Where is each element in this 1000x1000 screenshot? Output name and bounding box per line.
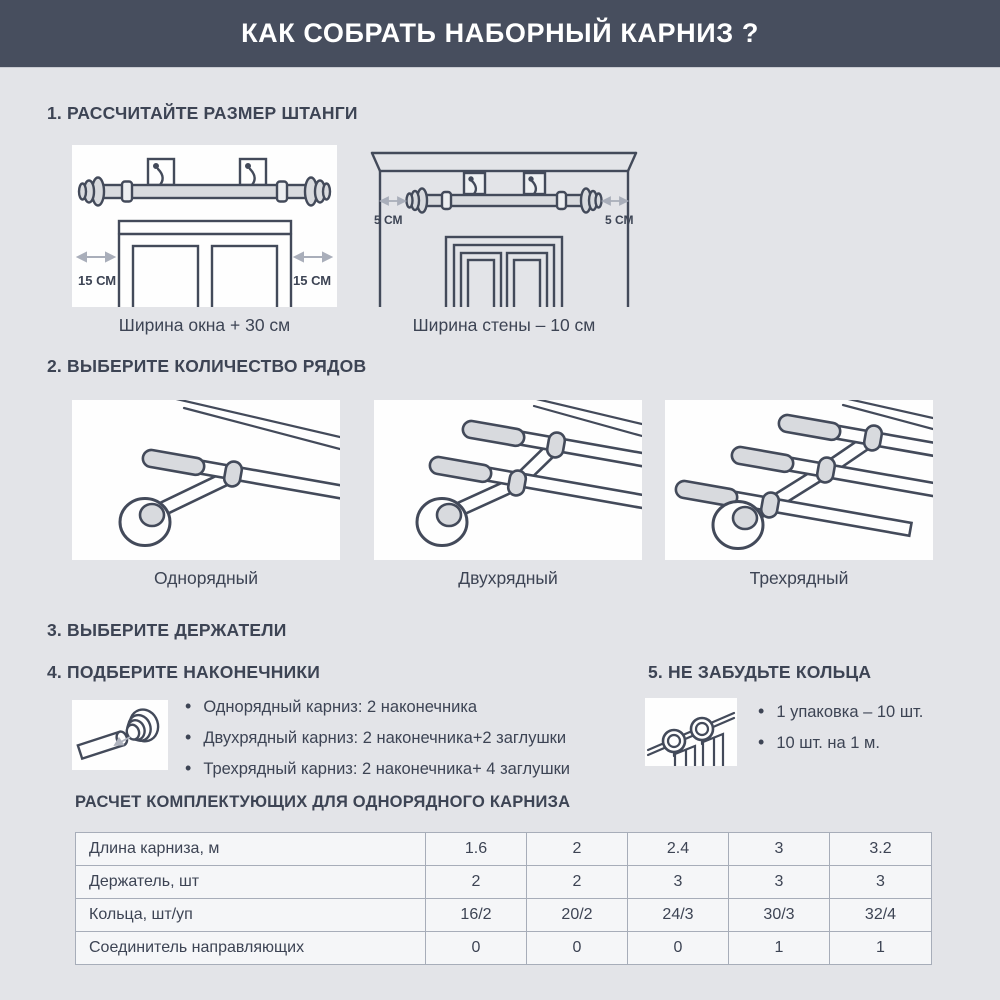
wall-plate (713, 502, 763, 549)
row-option-caption: Трехрядный (749, 568, 849, 588)
list-item: • Двухрядный карниз: 2 наконечника+2 заглушки (185, 727, 570, 758)
rings-rules-list (758, 701, 923, 763)
cell: 3 (729, 833, 830, 866)
cell: 20/2 (527, 899, 628, 932)
cell: 3.2 (830, 833, 932, 866)
cell: 2 (527, 833, 628, 866)
wall-width-diagram (368, 145, 640, 307)
row-option-caption: Однорядный (153, 568, 259, 588)
diagram-caption: Ширина стены – 10 см (412, 315, 596, 335)
curtain-rod (79, 178, 330, 206)
cell: 2 (527, 866, 628, 899)
double-row-illustration (374, 400, 642, 560)
wall-outline (372, 153, 636, 307)
bracket-icon (148, 159, 266, 185)
row-label: Соединитель направляющих (76, 932, 426, 965)
list-item: • Однорядный карниз: 2 наконечника (185, 696, 570, 727)
row-option-caption: Двухрядный (458, 568, 558, 588)
wall-plate (120, 499, 170, 546)
cell: 1 (729, 932, 830, 965)
list-item: • 10 шт. на 1 м. (758, 732, 923, 763)
table-row (76, 899, 932, 932)
table-row (76, 866, 932, 899)
cell: 1.6 (426, 833, 527, 866)
cell: 0 (426, 932, 527, 965)
window-width-diagram (72, 145, 337, 307)
components-table (75, 832, 932, 965)
triple-row-illustration (665, 400, 933, 560)
row-label: Кольца, шт/уп (76, 899, 426, 932)
table-row (76, 932, 932, 965)
step1-heading: 1. РАССЧИТАЙТЕ РАЗМЕР ШТАНГИ (47, 103, 358, 123)
page-title: КАК СОБРАТЬ НАБОРНЫЙ КАРНИЗ ? (241, 18, 759, 48)
table-title: РАСЧЕТ КОМПЛЕКТУЮЩИХ ДЛЯ ОДНОРЯДНОГО КАРНИЗА (75, 793, 571, 811)
table-row (76, 833, 932, 866)
measure-arrow-right (603, 198, 627, 205)
window-rod-illustration (72, 145, 337, 307)
measure-label-left: 5 СМ (374, 213, 403, 227)
measure-arrow-right (295, 253, 331, 261)
cell: 16/2 (426, 899, 527, 932)
list-item: • Трехрядный карниз: 2 наконечника+ 4 заглушки (185, 758, 570, 789)
finial-illustration (72, 700, 168, 770)
wall-plate (417, 499, 467, 546)
row-label: Длина карниза, м (76, 833, 426, 866)
cell: 3 (628, 866, 729, 899)
wall-rod-illustration (368, 145, 640, 307)
finial-rules-list (185, 696, 570, 789)
measure-label-right: 5 СМ (605, 213, 634, 227)
curtain-rod (407, 189, 602, 213)
double-row-diagram (374, 400, 642, 560)
step2-heading: 2. ВЫБЕРИТЕ КОЛИЧЕСТВО РЯДОВ (47, 356, 367, 376)
cell: 0 (628, 932, 729, 965)
single-row-diagram (72, 400, 340, 560)
window-frame (119, 221, 291, 307)
cell: 24/3 (628, 899, 729, 932)
list-item: • 1 упаковка – 10 шт. (758, 701, 923, 732)
door-frame (446, 237, 562, 307)
cell: 3 (830, 866, 932, 899)
rings-diagram (645, 698, 737, 766)
diagram-caption: Ширина окна + 30 см (118, 315, 291, 335)
single-row-illustration (72, 400, 340, 560)
step5-heading: 5. НЕ ЗАБУДЬТЕ КОЛЬЦА (648, 662, 872, 682)
step3-heading: 3. ВЫБЕРИТЕ ДЕРЖАТЕЛИ (47, 620, 287, 640)
cell: 2 (426, 866, 527, 899)
cell: 1 (830, 932, 932, 965)
measure-arrow-left (78, 253, 114, 261)
cell: 30/3 (729, 899, 830, 932)
cell: 0 (527, 932, 628, 965)
triple-row-diagram (665, 400, 933, 560)
row-label: Держатель, шт (76, 866, 426, 899)
rings-illustration (645, 698, 737, 766)
cell: 2.4 (628, 833, 729, 866)
measure-arrow-left (381, 198, 405, 205)
cell: 32/4 (830, 899, 932, 932)
measure-label-right: 15 СМ (293, 273, 332, 288)
measure-label-left: 15 СМ (78, 273, 117, 288)
finial-diagram (72, 700, 168, 770)
step4-heading: 4. ПОДБЕРИТЕ НАКОНЕЧНИКИ (47, 662, 321, 682)
page-header (0, 0, 1000, 67)
cell: 3 (729, 866, 830, 899)
